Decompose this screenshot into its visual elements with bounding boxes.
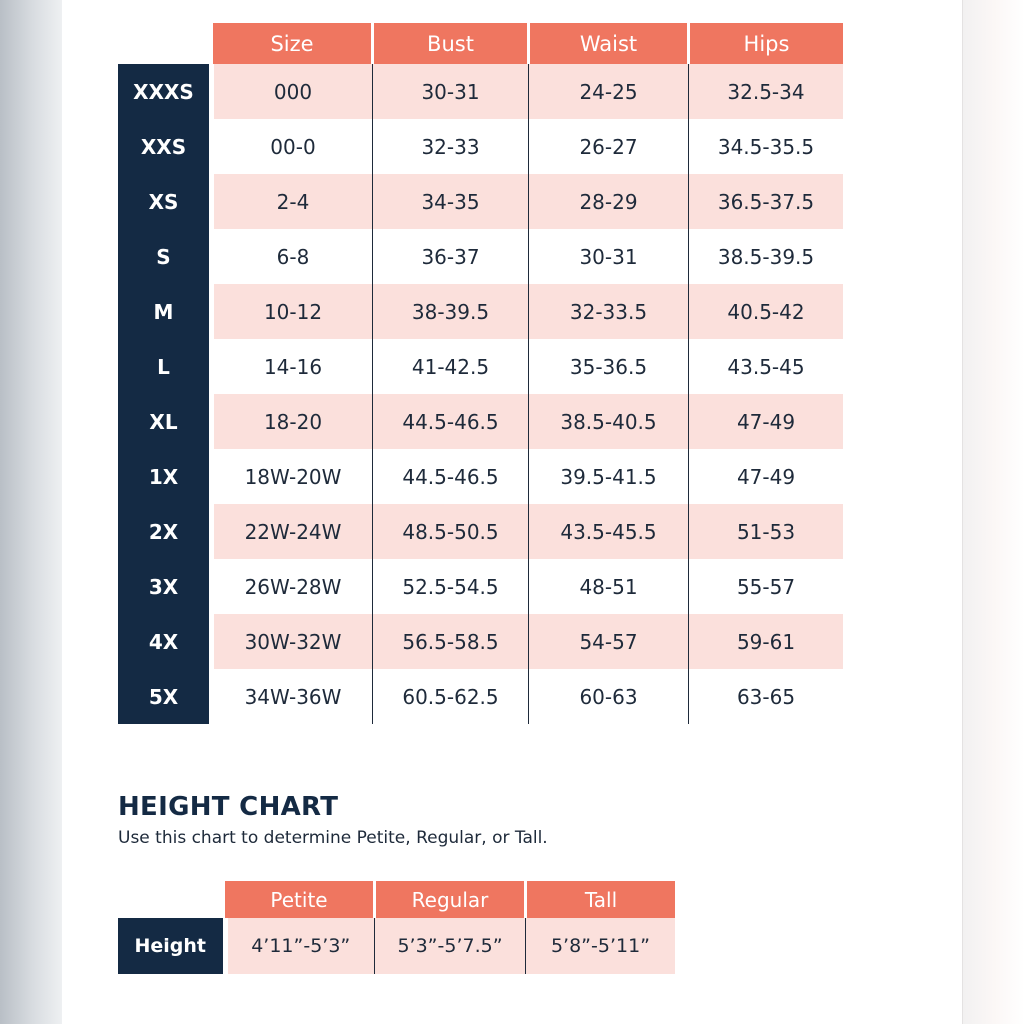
- size-chart-header-row: [118, 23, 843, 64]
- table-row: [118, 284, 843, 339]
- row-label: M: [118, 284, 212, 339]
- waist-cell: 48-51: [529, 559, 689, 614]
- row-label: L: [118, 339, 212, 394]
- height-chart-title: HEIGHT CHART: [118, 792, 339, 822]
- table-row: [118, 229, 843, 284]
- bust-cell: 48.5-50.5: [373, 504, 529, 559]
- table-row: [118, 614, 843, 669]
- column-header-petite: Petite: [225, 881, 375, 918]
- column-header-hips: Hips: [689, 23, 844, 64]
- size-cell: 14-16: [263, 354, 323, 379]
- table-row: [118, 394, 843, 449]
- hips-cell: 63-65: [689, 669, 844, 724]
- row-label: XXS: [118, 119, 212, 174]
- hips-cell: 38.5-39.5: [689, 229, 844, 284]
- waist-cell: 54-57: [529, 614, 689, 669]
- hips-cell: 32.5-34: [689, 64, 844, 119]
- waist-cell: 30-31: [529, 229, 689, 284]
- size-chart-table: [118, 23, 843, 724]
- size-cell: 30W-32W: [212, 614, 373, 669]
- column-header-size: Size: [212, 23, 373, 64]
- size-guide-sheet: [62, 0, 962, 1024]
- petite-height-cell: 4’11”-5’3”: [225, 918, 375, 974]
- hips-cell: 59-61: [689, 614, 844, 669]
- size-cell: 6-8: [276, 244, 310, 269]
- column-header-tall: Tall: [526, 881, 676, 918]
- waist-cell: 38.5-40.5: [529, 394, 689, 449]
- table-row: [118, 119, 843, 174]
- bust-cell: 52.5-54.5: [373, 559, 529, 614]
- hips-cell: 34.5-35.5: [689, 119, 844, 174]
- size-cell: 18-20: [212, 394, 373, 449]
- tall-height-cell: 5’8”-5’11”: [526, 918, 676, 974]
- size-cell: 2-4: [212, 174, 373, 229]
- hips-cell: 40.5-42: [689, 284, 844, 339]
- bust-cell: 34-35: [373, 174, 529, 229]
- size-cell: 22W-24W: [212, 504, 373, 559]
- table-row: [118, 559, 843, 614]
- row-label: S: [118, 229, 212, 284]
- bust-cell: 44.5-46.5: [373, 449, 529, 504]
- bust-cell: 36-37: [373, 229, 529, 284]
- hips-cell: 43.5-45: [689, 339, 844, 394]
- bust-cell: 56.5-58.5: [373, 614, 529, 669]
- table-row: [118, 174, 843, 229]
- height-chart-subtitle: Use this chart to determine Petite, Regular, or Tall.: [118, 828, 548, 848]
- row-label: 4X: [118, 614, 212, 669]
- hips-cell: 47-49: [689, 449, 844, 504]
- waist-cell: 43.5-45.5: [529, 504, 689, 559]
- bust-cell: 60.5-62.5: [373, 669, 529, 724]
- row-label: Height: [118, 918, 225, 974]
- left-background-shade: [0, 0, 62, 1024]
- waist-cell: 26-27: [529, 119, 689, 174]
- waist-cell: 28-29: [529, 174, 689, 229]
- hips-cell: 47-49: [689, 394, 844, 449]
- column-header-waist: Waist: [529, 23, 689, 64]
- size-chart-corner: [118, 23, 212, 64]
- right-background-shade: [962, 0, 1024, 1024]
- bust-cell: 44.5-46.5: [373, 394, 529, 449]
- size-cell: 34W-36W: [244, 684, 342, 709]
- waist-cell: 39.5-41.5: [529, 449, 689, 504]
- waist-cell: 32-33.5: [529, 284, 689, 339]
- bust-cell: 38-39.5: [373, 284, 529, 339]
- size-cell: 000: [212, 64, 373, 119]
- table-row: [118, 449, 843, 504]
- column-header-bust: Bust: [373, 23, 529, 64]
- size-cell: 10-12: [212, 284, 373, 339]
- table-row: [118, 918, 675, 974]
- bust-cell: 30-31: [373, 64, 529, 119]
- regular-height-cell: 5’3”-5’7.5”: [375, 918, 526, 974]
- waist-cell: 35-36.5: [529, 339, 689, 394]
- hips-cell: 36.5-37.5: [689, 174, 844, 229]
- row-label: XS: [118, 174, 212, 229]
- table-row: [118, 339, 843, 394]
- bust-cell: 32-33: [373, 119, 529, 174]
- row-label: 2X: [118, 504, 212, 559]
- hips-cell: 55-57: [689, 559, 844, 614]
- size-cell: 18W-20W: [244, 464, 342, 489]
- bust-cell: 41-42.5: [373, 339, 529, 394]
- row-label: 3X: [118, 559, 212, 614]
- size-cell: 26W-28W: [244, 574, 342, 599]
- row-label: XL: [118, 394, 212, 449]
- height-chart-corner: [118, 881, 225, 918]
- height-chart-table: [118, 881, 675, 974]
- row-label: 1X: [118, 449, 212, 504]
- table-row: [118, 64, 843, 119]
- waist-cell: 24-25: [529, 64, 689, 119]
- column-header-regular: Regular: [375, 881, 526, 918]
- waist-cell: 60-63: [529, 669, 689, 724]
- hips-cell: 51-53: [689, 504, 844, 559]
- row-label: XXXS: [118, 64, 212, 119]
- table-row: [118, 669, 843, 724]
- height-chart-header-row: [118, 881, 675, 918]
- table-row: [118, 504, 843, 559]
- size-cell: 00-0: [270, 134, 316, 159]
- row-label: 5X: [118, 669, 212, 724]
